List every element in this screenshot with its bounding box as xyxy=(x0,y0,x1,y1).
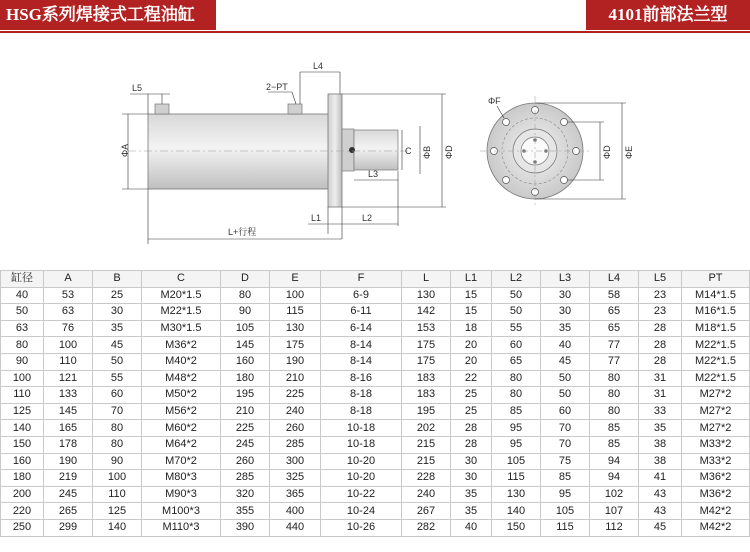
table-row xyxy=(1,486,750,503)
table-cell: 110 xyxy=(1,387,44,404)
table-cell: 38 xyxy=(639,453,682,470)
table-cell: 220 xyxy=(1,503,44,520)
col-header: L1 xyxy=(451,271,492,288)
table-cell: 76 xyxy=(44,320,93,337)
table-cell: 80 xyxy=(1,337,44,354)
table-row xyxy=(1,470,750,487)
table-cell: 50 xyxy=(541,370,590,387)
table-cell: 325 xyxy=(270,470,321,487)
table-cell: 50 xyxy=(492,304,541,321)
table-cell: 100 xyxy=(93,470,142,487)
table-cell: 95 xyxy=(541,486,590,503)
table-cell: 320 xyxy=(221,486,270,503)
table-cell: M36*2 xyxy=(682,470,750,487)
table-cell: M33*2 xyxy=(682,436,750,453)
table-cell: 70 xyxy=(541,420,590,437)
table-cell: 210 xyxy=(221,403,270,420)
table-cell: M100*3 xyxy=(142,503,221,520)
table-cell: 115 xyxy=(541,519,590,536)
table-cell: 215 xyxy=(402,436,451,453)
table-cell: 25 xyxy=(451,387,492,404)
table-cell: 260 xyxy=(221,453,270,470)
table-cell: 10-24 xyxy=(321,503,402,520)
table-cell: M22*1.5 xyxy=(682,337,750,354)
table-cell: 133 xyxy=(44,387,93,404)
table-cell: 165 xyxy=(44,420,93,437)
table-cell: 31 xyxy=(639,387,682,404)
dim-l5: L5 xyxy=(132,83,143,93)
table-row xyxy=(1,436,750,453)
table-cell: 70 xyxy=(93,403,142,420)
table-cell: 63 xyxy=(1,320,44,337)
table-cell: 60 xyxy=(93,387,142,404)
table-cell: M27*2 xyxy=(682,420,750,437)
table-cell: 195 xyxy=(402,403,451,420)
table-cell: 90 xyxy=(1,353,44,370)
table-cell: 240 xyxy=(270,403,321,420)
table-cell: 30 xyxy=(541,304,590,321)
table-cell: 100 xyxy=(44,337,93,354)
table-cell: 45 xyxy=(93,337,142,354)
table-cell: 58 xyxy=(590,287,639,304)
table-cell: 50 xyxy=(1,304,44,321)
table-cell: 33 xyxy=(639,403,682,420)
table-cell: 145 xyxy=(44,403,93,420)
table-cell: 45 xyxy=(639,519,682,536)
table-cell: 55 xyxy=(93,370,142,387)
table-cell: 140 xyxy=(1,420,44,437)
col-header: C xyxy=(142,271,221,288)
table-cell: 80 xyxy=(93,436,142,453)
table-cell: 265 xyxy=(44,503,93,520)
series-title: HSG系列焊接式工程油缸 xyxy=(0,0,216,30)
table-cell: 80 xyxy=(590,387,639,404)
table-cell: 30 xyxy=(451,453,492,470)
table-cell: 25 xyxy=(93,287,142,304)
table-cell: 153 xyxy=(402,320,451,337)
table-cell: 210 xyxy=(270,370,321,387)
table-cell: 160 xyxy=(1,453,44,470)
dim-l2: L2 xyxy=(362,213,373,223)
table-cell: 80 xyxy=(93,420,142,437)
col-header: F xyxy=(321,271,402,288)
table-row xyxy=(1,287,750,304)
table-cell: 85 xyxy=(590,436,639,453)
table-cell: 365 xyxy=(270,486,321,503)
table-cell: 180 xyxy=(221,370,270,387)
table-cell: 45 xyxy=(541,353,590,370)
table-row xyxy=(1,304,750,321)
port-rear xyxy=(155,104,169,114)
dim-l3: L3 xyxy=(368,169,379,179)
table-cell: 6-9 xyxy=(321,287,402,304)
model-title: 4101前部法兰型 xyxy=(586,0,750,30)
dim-phi-a: ΦA xyxy=(120,143,130,157)
table-cell: 38 xyxy=(639,436,682,453)
table-cell: 80 xyxy=(590,403,639,420)
table-cell: 142 xyxy=(402,304,451,321)
table-cell: 77 xyxy=(590,353,639,370)
table-row xyxy=(1,453,750,470)
piston-rod xyxy=(354,130,398,170)
col-header: A xyxy=(44,271,93,288)
table-cell: 35 xyxy=(639,420,682,437)
table-cell: M80*3 xyxy=(142,470,221,487)
table-cell: M40*2 xyxy=(142,353,221,370)
table-cell: M18*1.5 xyxy=(682,320,750,337)
col-header: L3 xyxy=(541,271,590,288)
dim-phi-f: ΦF xyxy=(488,96,501,106)
table-cell: 22 xyxy=(451,370,492,387)
table-cell: M110*3 xyxy=(142,519,221,536)
table-cell: 41 xyxy=(639,470,682,487)
side-view xyxy=(120,61,454,244)
table-cell: 175 xyxy=(402,337,451,354)
table-cell: 43 xyxy=(639,503,682,520)
table-cell: 6-14 xyxy=(321,320,402,337)
table-row xyxy=(1,370,750,387)
table-cell: 80 xyxy=(492,387,541,404)
table-cell: 60 xyxy=(492,337,541,354)
col-header: L2 xyxy=(492,271,541,288)
table-cell: 285 xyxy=(221,470,270,487)
table-cell: 25 xyxy=(451,403,492,420)
table-cell: 40 xyxy=(541,337,590,354)
table-cell: M16*1.5 xyxy=(682,304,750,321)
dim-l1: L1 xyxy=(311,213,322,223)
table-cell: 110 xyxy=(44,353,93,370)
table-cell: 75 xyxy=(541,453,590,470)
dim-phi-d-front: ΦD xyxy=(602,145,612,159)
table-cell: M22*1.5 xyxy=(142,304,221,321)
table-cell: 105 xyxy=(221,320,270,337)
dim-l4: L4 xyxy=(313,61,324,71)
table-cell: 28 xyxy=(639,353,682,370)
table-cell: 100 xyxy=(1,370,44,387)
table-cell: 240 xyxy=(402,486,451,503)
table-cell: 85 xyxy=(492,403,541,420)
header-divider xyxy=(0,31,750,33)
table-cell: 107 xyxy=(590,503,639,520)
table-cell: 390 xyxy=(221,519,270,536)
table-cell: 400 xyxy=(270,503,321,520)
table-cell: 121 xyxy=(44,370,93,387)
table-cell: 160 xyxy=(221,353,270,370)
front-view xyxy=(480,96,634,206)
table-cell: 18 xyxy=(451,320,492,337)
table-cell: 10-18 xyxy=(321,436,402,453)
table-row xyxy=(1,403,750,420)
table-cell: 250 xyxy=(1,519,44,536)
table-cell: 299 xyxy=(44,519,93,536)
table-cell: 15 xyxy=(451,304,492,321)
table-cell: 28 xyxy=(639,320,682,337)
table-cell: 8-14 xyxy=(321,353,402,370)
table-cell: 23 xyxy=(639,287,682,304)
table-cell: 300 xyxy=(270,453,321,470)
table-cell: 130 xyxy=(270,320,321,337)
table-cell: 28 xyxy=(451,420,492,437)
table-cell: 30 xyxy=(541,287,590,304)
table-cell: 77 xyxy=(590,337,639,354)
table-cell: 125 xyxy=(1,403,44,420)
table-cell: 50 xyxy=(541,387,590,404)
cylinder-body xyxy=(148,114,330,189)
table-cell: 35 xyxy=(541,320,590,337)
table-cell: 219 xyxy=(44,470,93,487)
table-cell: 285 xyxy=(270,436,321,453)
table-cell: 175 xyxy=(402,353,451,370)
table-cell: 53 xyxy=(44,287,93,304)
table-cell: 180 xyxy=(1,470,44,487)
table-cell: M60*2 xyxy=(142,420,221,437)
table-cell: 282 xyxy=(402,519,451,536)
table-cell: 40 xyxy=(1,287,44,304)
table-header-row xyxy=(1,271,750,288)
table-cell: 112 xyxy=(590,519,639,536)
table-cell: M27*2 xyxy=(682,387,750,404)
table-cell: 35 xyxy=(93,320,142,337)
table-cell: 10-20 xyxy=(321,453,402,470)
table-cell: 94 xyxy=(590,470,639,487)
table-cell: M27*2 xyxy=(682,403,750,420)
table-cell: 20 xyxy=(451,337,492,354)
table-cell: M22*1.5 xyxy=(682,370,750,387)
table-cell: 60 xyxy=(541,403,590,420)
table-cell: M36*2 xyxy=(682,486,750,503)
table-cell: 245 xyxy=(44,486,93,503)
col-header: 缸径 xyxy=(1,271,44,288)
table-cell: 80 xyxy=(492,370,541,387)
table-cell: 10-18 xyxy=(321,420,402,437)
table-cell: 90 xyxy=(221,304,270,321)
table-row xyxy=(1,387,750,404)
table-cell: 43 xyxy=(639,486,682,503)
table-cell: M48*2 xyxy=(142,370,221,387)
technical-drawing xyxy=(0,34,750,264)
table-cell: M42*2 xyxy=(682,519,750,536)
table-cell: 183 xyxy=(402,387,451,404)
table-cell: 30 xyxy=(451,470,492,487)
table-cell: 228 xyxy=(402,470,451,487)
table-cell: 100 xyxy=(270,287,321,304)
table-cell: 28 xyxy=(451,436,492,453)
table-cell: 8-18 xyxy=(321,403,402,420)
table-cell: 55 xyxy=(492,320,541,337)
port-front xyxy=(288,104,302,114)
table-cell: 195 xyxy=(221,387,270,404)
table-cell: 130 xyxy=(402,287,451,304)
table-cell: 125 xyxy=(93,503,142,520)
table-cell: M90*3 xyxy=(142,486,221,503)
page-header xyxy=(0,0,750,34)
table-row xyxy=(1,503,750,520)
table-cell: 10-26 xyxy=(321,519,402,536)
col-header: L5 xyxy=(639,271,682,288)
table-cell: 267 xyxy=(402,503,451,520)
table-cell: 70 xyxy=(541,436,590,453)
table-cell: 23 xyxy=(639,304,682,321)
dim-pt: 2−PT xyxy=(266,82,288,92)
table-cell: 35 xyxy=(451,486,492,503)
table-row xyxy=(1,337,750,354)
table-cell: 150 xyxy=(1,436,44,453)
table-cell: 8-14 xyxy=(321,337,402,354)
table-cell: 130 xyxy=(492,486,541,503)
table-cell: 35 xyxy=(451,503,492,520)
table-cell: 10-20 xyxy=(321,470,402,487)
table-cell: 40 xyxy=(451,519,492,536)
table-row xyxy=(1,519,750,536)
table-cell: 190 xyxy=(44,453,93,470)
table-cell: 50 xyxy=(492,287,541,304)
dim-phi-b: ΦB xyxy=(422,145,432,159)
table-cell: 202 xyxy=(402,420,451,437)
front-flange xyxy=(328,94,342,207)
table-cell: 355 xyxy=(221,503,270,520)
table-cell: 440 xyxy=(270,519,321,536)
table-cell: 31 xyxy=(639,370,682,387)
table-cell: 8-16 xyxy=(321,370,402,387)
table-cell: 8-18 xyxy=(321,387,402,404)
table-cell: M36*2 xyxy=(142,337,221,354)
table-row xyxy=(1,320,750,337)
table-body xyxy=(1,287,750,536)
table-cell: 95 xyxy=(492,436,541,453)
dim-l-stroke: L+行程 xyxy=(228,227,257,237)
table-cell: 65 xyxy=(590,320,639,337)
table-cell: 65 xyxy=(492,353,541,370)
col-header: L xyxy=(402,271,451,288)
table-cell: 10-22 xyxy=(321,486,402,503)
table-cell: 115 xyxy=(270,304,321,321)
table-cell: 63 xyxy=(44,304,93,321)
table-cell: 50 xyxy=(93,353,142,370)
table-cell: 105 xyxy=(492,453,541,470)
table-cell: 80 xyxy=(590,370,639,387)
table-cell: 105 xyxy=(541,503,590,520)
table-cell: 175 xyxy=(270,337,321,354)
table-cell: 260 xyxy=(270,420,321,437)
col-header: E xyxy=(270,271,321,288)
table-cell: 30 xyxy=(93,304,142,321)
table-cell: 6-11 xyxy=(321,304,402,321)
col-header: B xyxy=(93,271,142,288)
table-cell: 245 xyxy=(221,436,270,453)
table-cell: 215 xyxy=(402,453,451,470)
table-cell: M64*2 xyxy=(142,436,221,453)
table-cell: 28 xyxy=(639,337,682,354)
table-cell: 150 xyxy=(492,519,541,536)
table-cell: M22*1.5 xyxy=(682,353,750,370)
dim-c: C xyxy=(405,146,412,156)
table-cell: 225 xyxy=(270,387,321,404)
table-cell: 115 xyxy=(492,470,541,487)
table-cell: 95 xyxy=(492,420,541,437)
col-header: L4 xyxy=(590,271,639,288)
table-cell: M50*2 xyxy=(142,387,221,404)
table-cell: 110 xyxy=(93,486,142,503)
table-cell: 65 xyxy=(590,304,639,321)
col-header: PT xyxy=(682,271,750,288)
table-cell: 145 xyxy=(221,337,270,354)
table-cell: 140 xyxy=(492,503,541,520)
table-cell: 20 xyxy=(451,353,492,370)
table-cell: 200 xyxy=(1,486,44,503)
table-cell: 178 xyxy=(44,436,93,453)
table-cell: M56*2 xyxy=(142,403,221,420)
table-cell: 90 xyxy=(93,453,142,470)
col-header: D xyxy=(221,271,270,288)
table-cell: M42*2 xyxy=(682,503,750,520)
table-cell: M70*2 xyxy=(142,453,221,470)
table-row xyxy=(1,420,750,437)
table-row xyxy=(1,353,750,370)
table-cell: M14*1.5 xyxy=(682,287,750,304)
table-cell: 94 xyxy=(590,453,639,470)
table-cell: 102 xyxy=(590,486,639,503)
specification-table xyxy=(0,270,750,537)
table-cell: 140 xyxy=(93,519,142,536)
table-cell: 85 xyxy=(590,420,639,437)
table-cell: M20*1.5 xyxy=(142,287,221,304)
table-cell: M30*1.5 xyxy=(142,320,221,337)
table-cell: 183 xyxy=(402,370,451,387)
table-cell: 225 xyxy=(221,420,270,437)
table-cell: 80 xyxy=(221,287,270,304)
table-cell: 15 xyxy=(451,287,492,304)
table-cell: 85 xyxy=(541,470,590,487)
dim-phi-d-side: ΦD xyxy=(444,145,454,159)
table-cell: M33*2 xyxy=(682,453,750,470)
table-cell: 190 xyxy=(270,353,321,370)
dim-phi-e: ΦE xyxy=(624,145,634,159)
